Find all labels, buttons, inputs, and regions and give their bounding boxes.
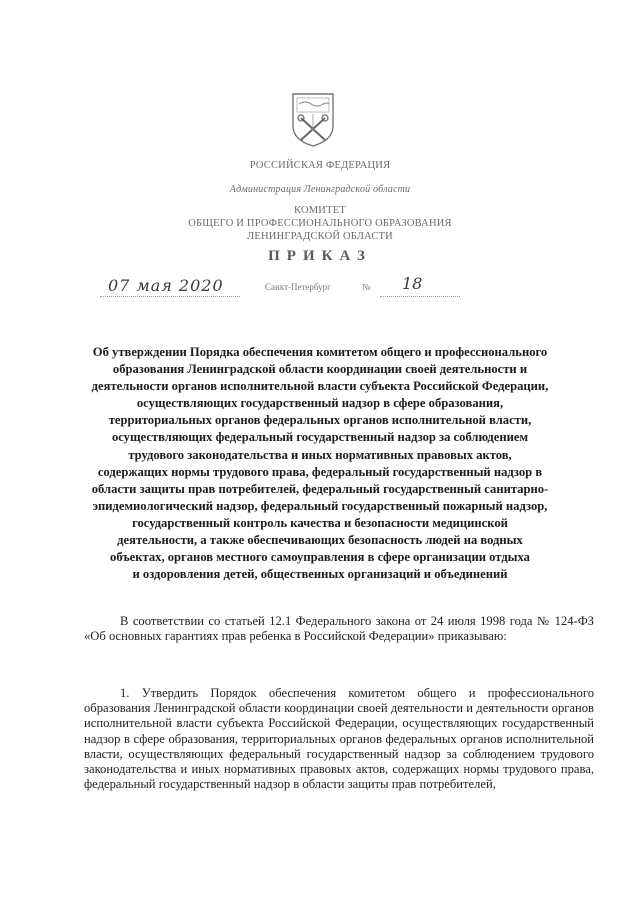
title-line: и оздоровления детей, общественных организаций и объединений <box>132 567 508 582</box>
title-line: образования Ленинградской области координации своей деятельности и <box>112 362 528 377</box>
handwritten-date: 07 мая 2020 <box>108 276 224 295</box>
title-line: осуществляющих федеральный государственный надзор за соблюдением <box>111 430 529 445</box>
number-underline <box>380 296 460 297</box>
order-title <box>60 344 580 583</box>
number-sign: № <box>362 282 371 292</box>
city-label: Санкт-Петербург <box>265 282 331 292</box>
title-line: Об утверждении Порядка обеспечения комитетом общего и профессионального <box>92 345 548 359</box>
administration-heading: Администрация Ленинградской области <box>229 184 411 195</box>
title-line: территориальных органов федеральных органов исполнительной власти, <box>108 413 532 428</box>
order-details-line <box>100 276 470 298</box>
date-underline <box>100 296 240 297</box>
preamble-paragraph: В соответствии со статьей 12.1 Федерального закона от 24 июля 1998 года № 124-ФЗ «Об основных гарантиях прав ребенка в Российской Федерации» приказываю: <box>84 614 594 644</box>
clause-1-paragraph: 1. Утвердить Порядок обеспечения комитетом общего и профессионального образования Ленинградской области координации своей деятельности и деятельности органов исполнительной власти субъекта Российской Федерации, осуществляющих государственный надзор в сфере образования, территориальных органов федеральных органов исполнительной власти, осуществляющих федеральный государственный надзор за соблюдением трудового законодательства и иных нормативных правовых актов, содержащих нормы трудового права, федеральный государственный надзор в области защиты прав потребителей, <box>84 686 594 792</box>
title-line: области защиты прав потребителей, федеральный государственный санитарно- <box>91 481 549 496</box>
title-line: деятельности, а также обеспечивающих безопасность людей на водных <box>117 533 523 548</box>
federation-heading: РОССИЙСКАЯ ФЕДЕРАЦИЯ <box>249 160 391 171</box>
handwritten-number: 18 <box>402 274 423 293</box>
title-line: государственный контроль качества и безопасности медицинской <box>132 515 508 530</box>
title-line: осуществляющих государственный надзор в сфере образования, <box>136 396 504 411</box>
committee-line: КОМИТЕТ <box>294 205 346 216</box>
coat-of-arms-emblem <box>289 90 337 148</box>
title-line: эпидемиологический надзор, федеральный государственный пожарный надзор, <box>92 498 548 513</box>
title-line: содержащих нормы трудового права, федеральный государственный надзор в <box>97 464 543 479</box>
title-line: трудового законодательства и иных нормативных правовых актов, <box>128 447 512 462</box>
title-line: деятельности органов исполнительной власти субъекта Российской Федерации, <box>91 379 549 394</box>
committee-line: ЛЕНИНГРАДСКОЙ ОБЛАСТИ <box>247 231 393 242</box>
title-line: объектах, органов местного самоуправления в сфере организации отдыха <box>110 550 530 565</box>
committee-line: ОБЩЕГО И ПРОФЕССИОНАЛЬНОГО ОБРАЗОВАНИЯ <box>188 218 452 229</box>
document-type-heading: ПРИКАЗ <box>268 248 372 264</box>
committee-heading <box>0 204 640 243</box>
